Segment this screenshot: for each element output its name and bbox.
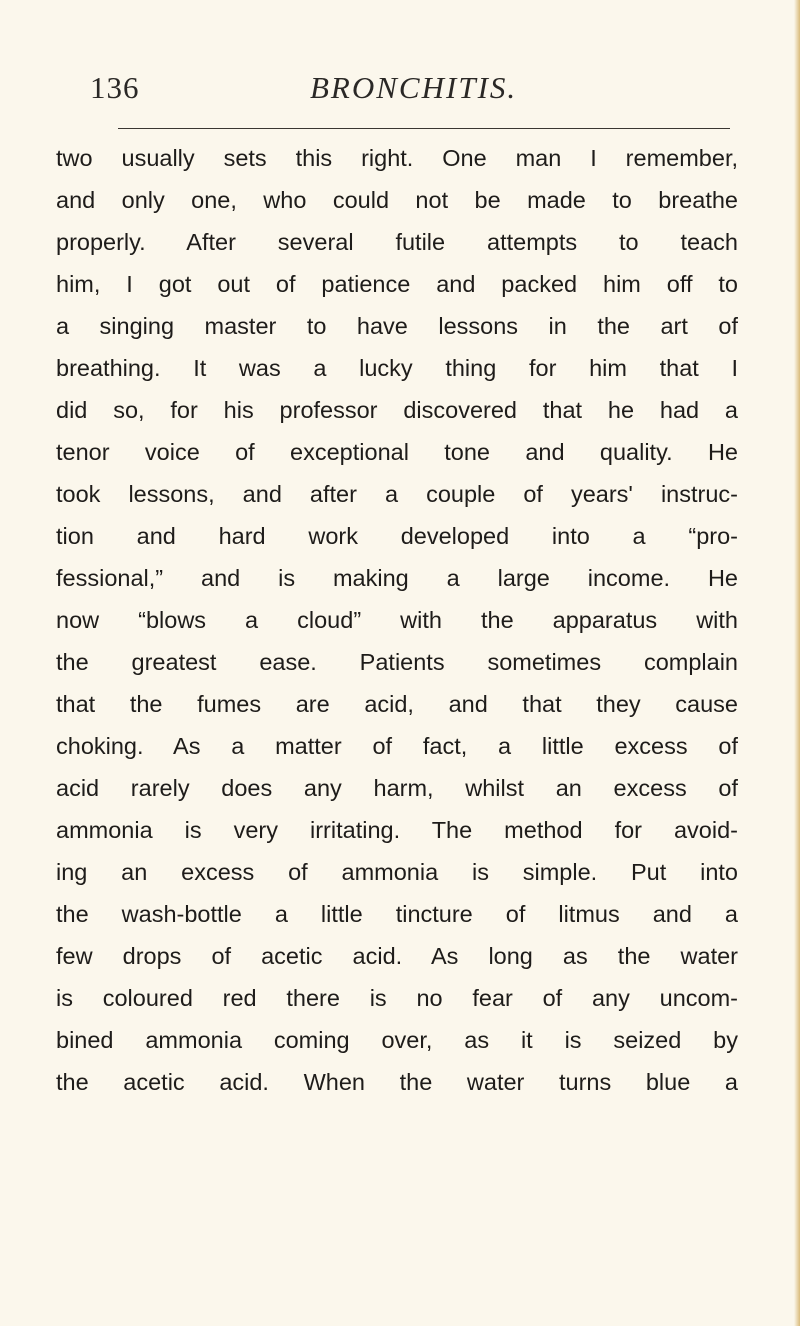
- text-line: took lessons, and after a couple of years' instruc-: [56, 481, 738, 507]
- text-line: the acetic acid. When the water turns blue a: [56, 1069, 738, 1095]
- body-text: [56, 137, 738, 1103]
- page-edge: [794, 0, 800, 1326]
- text-line: bined ammonia coming over, as it is seized by: [56, 1027, 738, 1053]
- text-line: ing an excess of ammonia is simple. Put into: [56, 859, 738, 885]
- text-line: now “blows a cloud” with the apparatus with: [56, 607, 738, 633]
- text-line: properly. After several futile attempts to teach: [56, 229, 738, 255]
- text-line: acid rarely does any harm, whilst an excess of: [56, 775, 738, 801]
- text-line: fessional,” and is making a large income. He: [56, 565, 738, 591]
- text-line: tenor voice of exceptional tone and quality. He: [56, 439, 738, 465]
- text-line: the wash-bottle a little tincture of litmus and a: [56, 901, 738, 927]
- text-line: did so, for his professor discovered that he had a: [56, 397, 738, 423]
- text-line: the greatest ease. Patients sometimes complain: [56, 649, 738, 675]
- text-line: few drops of acetic acid. As long as the water: [56, 943, 738, 969]
- header-rule: [118, 128, 730, 129]
- running-head: [90, 70, 730, 114]
- text-line: a singing master to have lessons in the art of: [56, 313, 738, 339]
- text-line: is coloured red there is no fear of any uncom-: [56, 985, 738, 1011]
- text-line: tion and hard work developed into a “pro-: [56, 523, 738, 549]
- text-line: breathing. It was a lucky thing for him that I: [56, 355, 738, 381]
- text-line: ammonia is very irritating. The method for avoid-: [56, 817, 738, 843]
- text-line: that the fumes are acid, and that they cause: [56, 691, 738, 717]
- text-line: two usually sets this right. One man I remember,: [56, 145, 738, 171]
- text-line: choking. As a matter of fact, a little excess of: [56, 733, 738, 759]
- text-line: and only one, who could not be made to breathe: [56, 187, 738, 213]
- running-title: BRONCHITIS.: [310, 70, 518, 105]
- text-line: him, I got out of patience and packed him off to: [56, 271, 738, 297]
- page-number: 136: [90, 70, 140, 105]
